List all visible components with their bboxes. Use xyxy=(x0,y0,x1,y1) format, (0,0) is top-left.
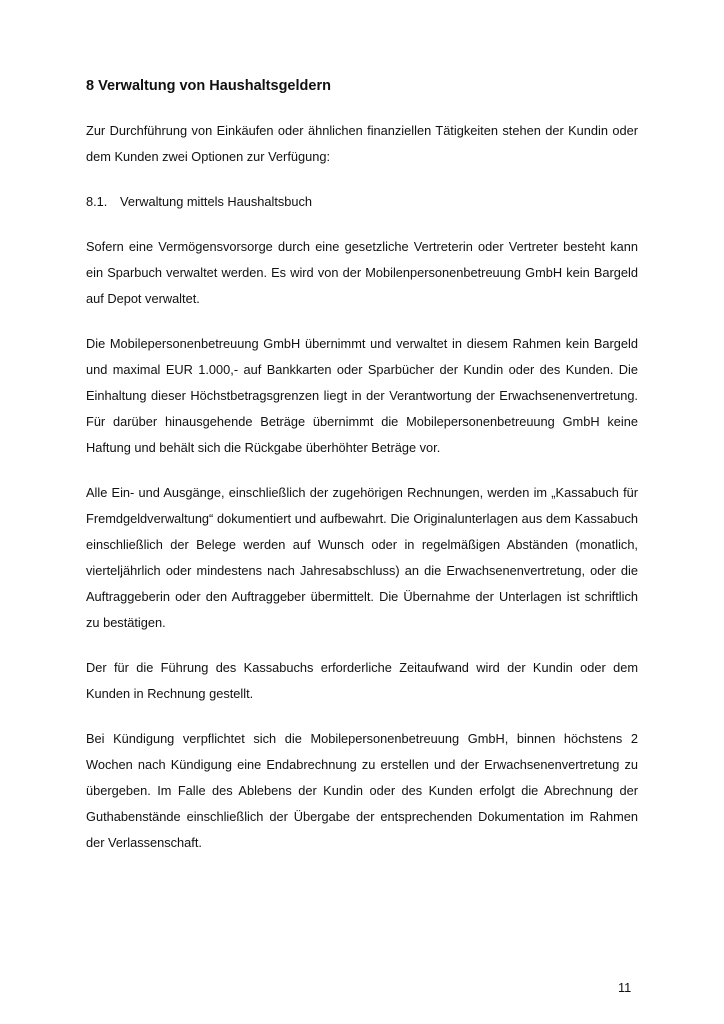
page-content xyxy=(86,74,638,856)
subsection-title: Verwaltung mittels Haushaltsbuch xyxy=(120,194,313,209)
intro-paragraph: Zur Durchführung von Einkäufen oder ähnlichen finanziellen Tätigkeiten stehen der Kundin oder dem Kunden zwei Optionen zur Verfügung: xyxy=(86,123,638,164)
section-heading: 8 Verwaltung von Haushaltsgeldern xyxy=(86,78,331,94)
paragraph-sparbuch: Sofern eine Vermögensvorsorge durch eine gesetzliche Vertreterin oder Vertreter besteht kann ein Sparbuch verwaltet werden. Es wird von der Mobilenpersonenbetreuung GmbH kein Bargeld auf Depot verwaltet. xyxy=(86,239,638,306)
paragraph-kassabuch: Alle Ein- und Ausgänge, einschließlich der zugehörigen Rechnungen, werden im „Kassabuch für Fremdgeldverwaltung“ dokumentiert und aufbewahrt. Die Originalunterlagen aus dem Kassabuch einschließlich der Belege werden auf Wunsch oder in regelmäßigen Abständen (monatlich, vierteljährlich oder mindestens nach Jahresabschluss) an die Erwachsenenvertretung, oder die Auftraggeberin oder den Auftraggeber übermittelt. Die Übernahme der Unterlagen ist schriftlich zu bestätigen. xyxy=(86,485,638,630)
paragraph-hoechstbetrag: Die Mobilepersonenbetreuung GmbH übernimmt und verwaltet in diesem Rahmen kein Bargeld und maximal EUR 1.000,- auf Bankkarten oder Sparbücher der Kundin oder des Kunden. Die Einhaltung dieser Höchstbetragsgrenzen liegt in der Verantwortung der Erwachsenenvertretung. Für darüber hinausgehende Beträge übernimmt die Mobilepersonenbetreuung GmbH keine Haftung und behält sich die Rückgabe überhöhter Beträge vor. xyxy=(86,336,638,455)
subsection-heading xyxy=(86,189,638,215)
subsection-number: 8.1. xyxy=(86,194,108,209)
page-number: 11 xyxy=(618,980,632,995)
paragraph-zeitaufwand: Der für die Führung des Kassabuchs erforderliche Zeitaufwand wird der Kundin oder dem Kunden in Rechnung gestellt. xyxy=(86,660,638,701)
paragraph-kuendigung: Bei Kündigung verpflichtet sich die Mobilepersonenbetreuung GmbH, binnen höchstens 2 Wochen nach Kündigung eine Endabrechnung zu erstellen und der Erwachsenenvertretung zu übergeben. Im Falle des Ablebens der Kundin oder des Kunden erfolgt die Abrechnung der Guthabenstände einschließlich der Übergabe der entsprechenden Dokumentation im Rahmen der Verlassenschaft. xyxy=(86,731,638,850)
